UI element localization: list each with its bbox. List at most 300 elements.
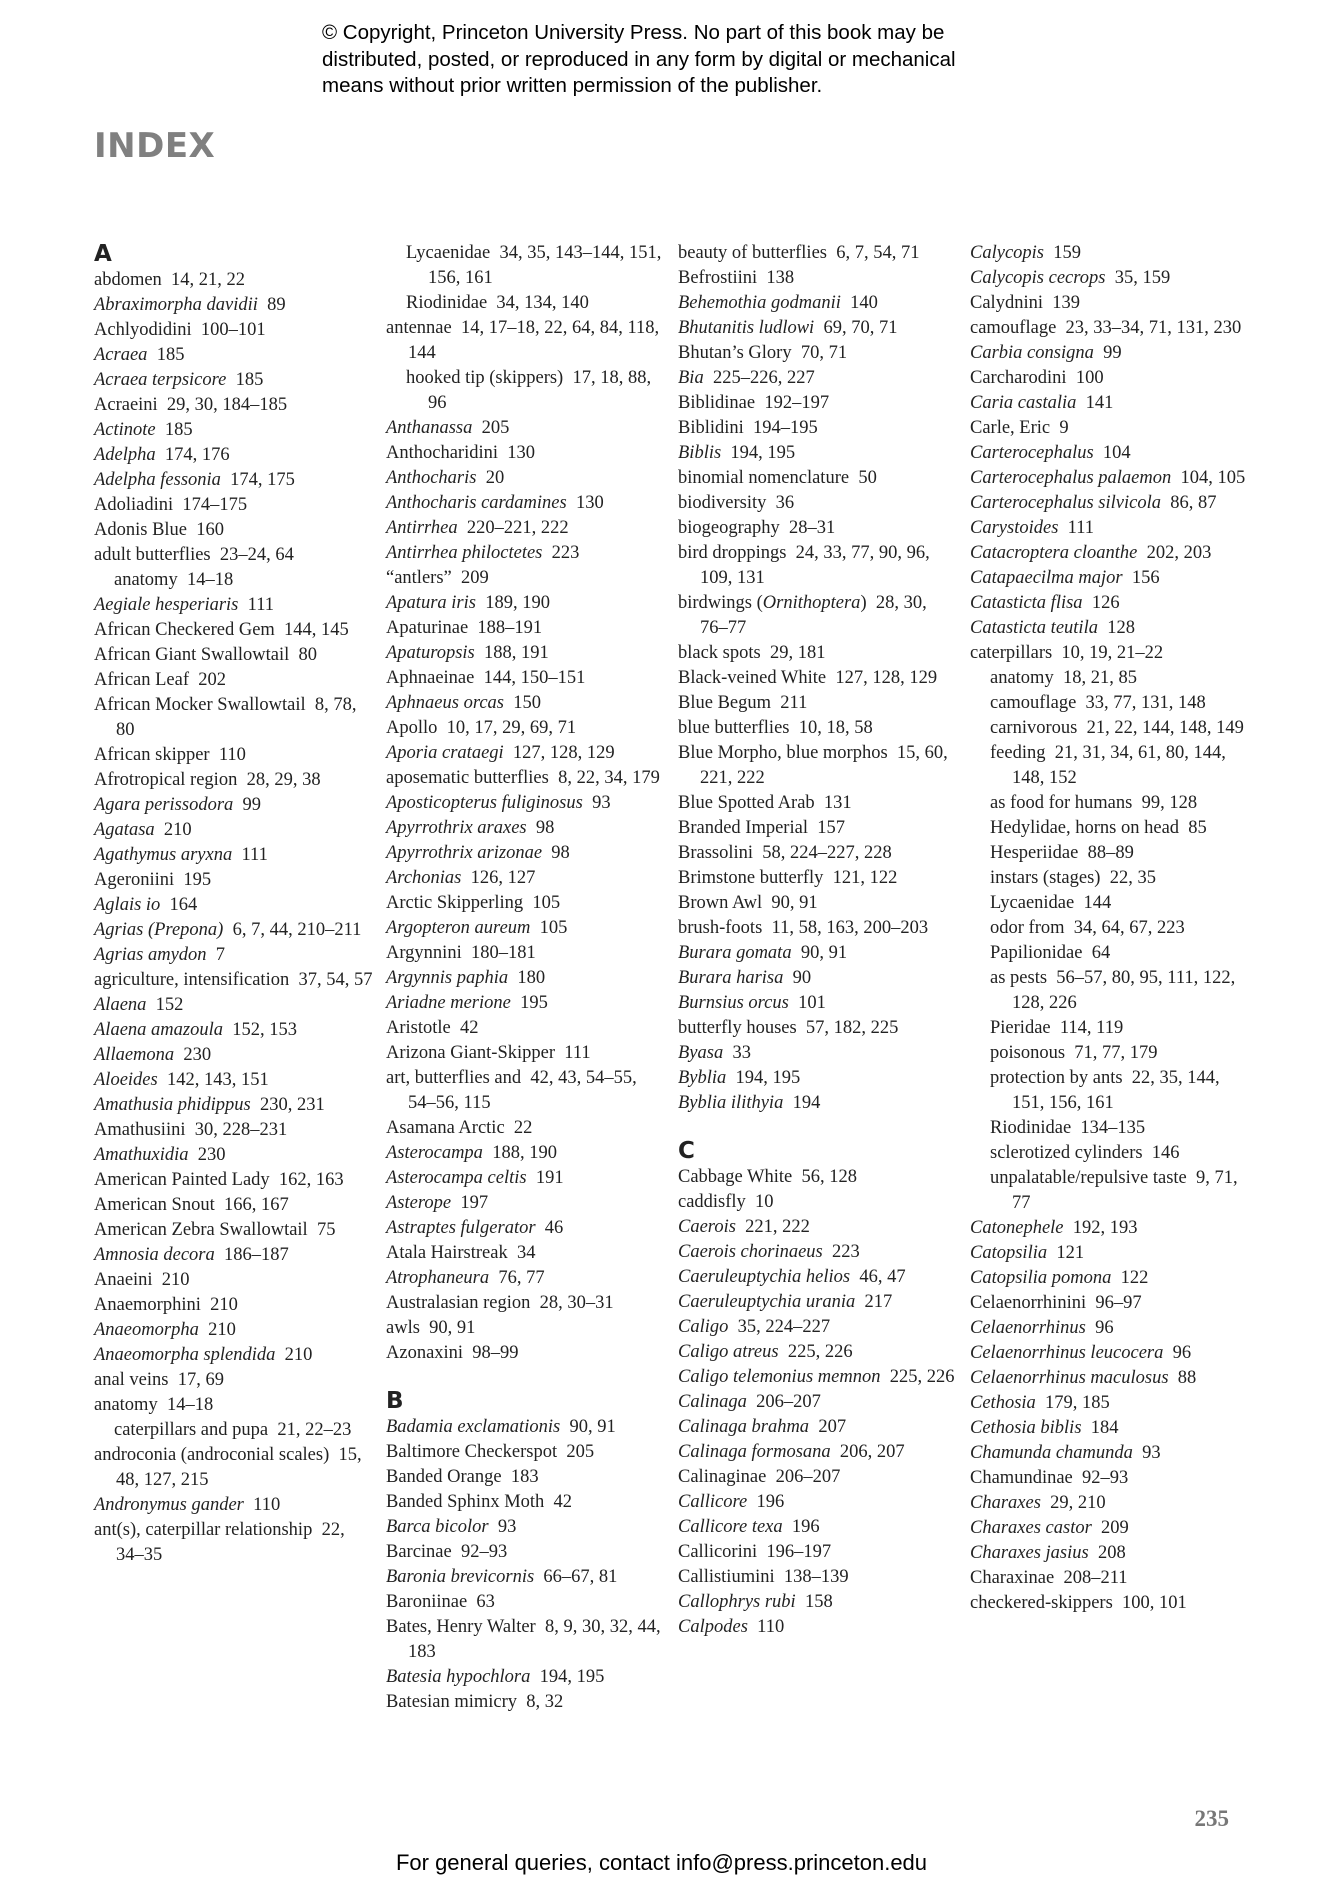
index-column-4 [970, 241, 1250, 1616]
index-entry [678, 716, 958, 741]
entry-text: poisonous 71, 77, 179 [990, 1043, 1158, 1063]
entry-text: 210 [275, 1345, 313, 1365]
index-entry [678, 1565, 958, 1590]
index-entry [94, 768, 374, 793]
entry-text: 197 [451, 1193, 489, 1213]
index-entry [678, 666, 958, 691]
entry-text: Riodinidae 134–135 [990, 1118, 1146, 1138]
entry-italic-text: Acraea [94, 345, 148, 365]
entry-italic-text: Charaxes [970, 1493, 1041, 1513]
entry-text: Banded Sphinx Moth 42 [386, 1492, 573, 1512]
index-entry [386, 1540, 666, 1565]
index-subentry [970, 841, 1250, 866]
entry-text: odor from 34, 64, 67, 223 [990, 918, 1185, 938]
entry-italic-text: Bia [678, 368, 704, 388]
entry-text: Arctic Skipperling 105 [386, 893, 561, 913]
index-entry [386, 1590, 666, 1615]
index-entry [678, 441, 958, 466]
entry-text: Chamundinae 92–93 [970, 1468, 1129, 1488]
entry-text: antennae 14, 17–18, 22, 64, 84, 118, 144 [386, 318, 664, 363]
index-entry [94, 668, 374, 693]
index-entry [678, 1440, 958, 1465]
index-entry [386, 666, 666, 691]
index-entry [386, 1241, 666, 1266]
index-entry [94, 443, 374, 468]
entry-text: African Checkered Gem 144, 145 [94, 620, 349, 640]
index-entry [386, 1316, 666, 1341]
entry-text: 90, 91 [560, 1417, 616, 1437]
entry-text: 196 [747, 1492, 785, 1512]
index-entry [94, 418, 374, 443]
entry-text: 225, 226 [880, 1367, 955, 1387]
index-entry [386, 566, 666, 591]
index-entry [678, 1240, 958, 1265]
index-entry [386, 616, 666, 641]
entry-italic-text: Alaena amazoula [94, 1020, 223, 1040]
index-entry [386, 791, 666, 816]
entry-text: 88 [1168, 1368, 1197, 1388]
index-entry [386, 1341, 666, 1366]
index-entry [678, 1265, 958, 1290]
entry-text: 6, 7, 44, 210–211 [223, 920, 362, 940]
entry-text: protection by ants 22, 35, 144, 151, 156, 161 [990, 1068, 1225, 1113]
entry-italic-text: Actinote [94, 420, 156, 440]
entry-italic-text: Burara harisa [678, 968, 784, 988]
entry-italic-text: Charaxes castor [970, 1518, 1092, 1538]
entry-text: Branded Imperial 157 [678, 818, 845, 838]
index-entry [970, 491, 1250, 516]
entry-italic-text: Anaeomorpha splendida [94, 1345, 276, 1365]
entry-italic-text: Carterocephalus palaemon [970, 468, 1172, 488]
entry-text: 98 [526, 818, 555, 838]
index-entry [94, 1118, 374, 1143]
entry-text: Acraeini 29, 30, 184–185 [94, 395, 288, 415]
entry-text: 46 [535, 1218, 564, 1238]
entry-text: Lycaenidae 34, 35, 143–144, 151, 156, 161 [406, 243, 666, 288]
entry-text: 188, 190 [482, 1143, 557, 1163]
entry-text: 208 [1088, 1543, 1126, 1563]
index-entry [970, 316, 1250, 341]
entry-italic-text: Byblia ilithyia [678, 1093, 784, 1113]
index-entry [678, 1091, 958, 1116]
index-subentry [386, 366, 666, 416]
index-entry [386, 841, 666, 866]
index-entry [678, 1041, 958, 1066]
entry-italic-text: Aloeides [94, 1070, 158, 1090]
index-entry [94, 1493, 374, 1518]
index-entry [970, 466, 1250, 491]
entry-italic-text: Carterocephalus [970, 443, 1094, 463]
index-entry [970, 641, 1250, 666]
entry-text: 122 [1111, 1268, 1149, 1288]
entry-text: 130 [566, 493, 604, 513]
index-entry [678, 1290, 958, 1315]
index-entry [970, 616, 1250, 641]
entry-text: 142, 143, 151 [157, 1070, 269, 1090]
entry-italic-text: Chamunda chamunda [970, 1443, 1133, 1463]
entry-italic-text: Acraea terpsicore [94, 370, 227, 390]
entry-italic-text: Anthanassa [386, 418, 473, 438]
entry-text: 152, 153 [222, 1020, 297, 1040]
index-entry [94, 493, 374, 518]
entry-italic-text: Callicore [678, 1492, 748, 1512]
entry-text: American Snout 166, 167 [94, 1195, 289, 1215]
index-entry [678, 1340, 958, 1365]
entry-text: 185 [155, 420, 193, 440]
index-entry [94, 543, 374, 568]
entry-text: agriculture, intensification 37, 54, 57 [94, 970, 373, 990]
entry-italic-text: Catonephele [970, 1218, 1064, 1238]
index-subentry [386, 241, 666, 291]
entry-text: “antlers” 209 [386, 568, 489, 588]
entry-italic-text: Argopteron aureum [386, 918, 531, 938]
entry-text: 230 [188, 1145, 226, 1165]
entry-text: 220–221, 222 [457, 518, 569, 538]
index-entry [386, 1116, 666, 1141]
entry-text: Blue Morpho, blue morphos 15, 60, 221, 222 [678, 743, 953, 788]
entry-text: 33 [723, 1043, 751, 1063]
index-entry [386, 491, 666, 516]
entry-italic-text: Adelpha [94, 445, 156, 465]
entry-text: 185 [147, 345, 185, 365]
entry-text: feeding 21, 31, 34, 61, 80, 144, 148, 152 [990, 743, 1231, 788]
index-entry [678, 1066, 958, 1091]
index-entry [970, 1216, 1250, 1241]
entry-text: camouflage 33, 77, 131, 148 [990, 693, 1206, 713]
entry-italic-text: Anaeomorpha [94, 1320, 199, 1340]
index-entry [386, 1490, 666, 1515]
entry-text: 93 [1132, 1443, 1161, 1463]
entry-text: 194 [783, 1093, 821, 1113]
index-entry [678, 1515, 958, 1540]
index-subentry [970, 966, 1250, 1016]
entry-text: Atala Hairstreak 34 [386, 1243, 536, 1263]
entry-text: 152 [146, 995, 184, 1015]
entry-text: African skipper 110 [94, 745, 246, 765]
entry-text: androconia (androconial scales) 15, 48, 127, 215 [94, 1445, 367, 1490]
index-entry [970, 516, 1250, 541]
entry-text: Baltimore Checkerspot 205 [386, 1442, 595, 1462]
index-entry [970, 1466, 1250, 1491]
entry-italic-text: Carbia consigna [970, 343, 1094, 363]
entry-text: 225–226, 227 [703, 368, 815, 388]
entry-text: aposematic butterflies 8, 22, 34, 179 [386, 768, 660, 788]
entry-text: awls 90, 91 [386, 1318, 476, 1338]
index-column-1 [94, 241, 374, 1568]
index-entry [386, 1266, 666, 1291]
index-subentry [970, 691, 1250, 716]
entry-text: Calydnini 139 [970, 293, 1080, 313]
entry-italic-text: Catopsilia [970, 1243, 1048, 1263]
index-entry [970, 241, 1250, 266]
entry-text: 223 [542, 543, 580, 563]
entry-text: 179, 185 [1035, 1393, 1110, 1413]
index-entry [678, 1465, 958, 1490]
entry-text: birdwings ( [678, 593, 763, 613]
entry-text: 194, 195 [726, 1068, 801, 1088]
entry-italic-text: Behemothia godmanii [678, 293, 841, 313]
index-entry [386, 1016, 666, 1041]
entry-italic-text: Badamia exclamationis [386, 1417, 561, 1437]
index-entry [678, 1365, 958, 1390]
entry-text: Lycaenidae 144 [990, 893, 1112, 913]
entry-text: 96 [1085, 1318, 1114, 1338]
entry-text: Aphnaeinae 144, 150–151 [386, 668, 586, 688]
entry-text: Argynnini 180–181 [386, 943, 536, 963]
index-subentry [970, 1116, 1250, 1141]
index-subentry [970, 741, 1250, 791]
entry-text: Calinaginae 206–207 [678, 1467, 841, 1487]
index-entry [94, 1068, 374, 1093]
entry-text: anatomy 14–18 [114, 570, 234, 590]
entry-text: Papilionidae 64 [990, 943, 1111, 963]
entry-italic-text: Ariadne merione [386, 993, 511, 1013]
entry-italic-text: Charaxes jasius [970, 1543, 1089, 1563]
entry-text: Anaeini 210 [94, 1270, 190, 1290]
entry-text: Banded Orange 183 [386, 1467, 539, 1487]
entry-text: 105 [530, 918, 568, 938]
entry-italic-text: Agara perissodora [94, 795, 234, 815]
entry-italic-text: Aporia crataegi [386, 743, 504, 763]
entry-text: beauty of butterflies 6, 7, 54, 71 [678, 243, 920, 263]
index-entry [678, 691, 958, 716]
entry-text: Adonis Blue 160 [94, 520, 225, 540]
entry-text: 35, 224–227 [728, 1317, 831, 1337]
entry-text: art, butterflies and 42, 43, 54–55, 54–56, 115 [386, 1068, 642, 1113]
entry-text: Carle, Eric 9 [970, 418, 1069, 438]
entry-text: 121 [1047, 1243, 1085, 1263]
entry-italic-text: Anthocharis cardamines [386, 493, 567, 513]
entry-text: 205 [472, 418, 510, 438]
index-entry [386, 941, 666, 966]
index-entry [386, 466, 666, 491]
index-entry [94, 1318, 374, 1343]
index-entry [386, 691, 666, 716]
index-entry [94, 1518, 374, 1568]
entry-text: 128 [1097, 618, 1135, 638]
entry-text: 46, 47 [850, 1267, 906, 1287]
entry-text: Celaenorrhinini 96–97 [970, 1293, 1142, 1313]
index-subentry [970, 1066, 1250, 1116]
entry-italic-text: Calycopis cecrops [970, 268, 1106, 288]
index-entry [94, 818, 374, 843]
entry-text: 206, 207 [830, 1442, 905, 1462]
entry-text: 194, 195 [530, 1667, 605, 1687]
entry-text: brush-foots 11, 58, 163, 200–203 [678, 918, 929, 938]
entry-text: 101 [788, 993, 826, 1013]
index-entry [970, 366, 1250, 391]
index-entry [386, 416, 666, 441]
index-entry [678, 991, 958, 1016]
entry-text: Afrotropical region 28, 29, 38 [94, 770, 321, 790]
entry-text: 174, 175 [220, 470, 295, 490]
index-entry [94, 368, 374, 393]
index-entry [386, 1066, 666, 1116]
index-entry [386, 1216, 666, 1241]
entry-text: 99 [1093, 343, 1122, 363]
entry-text: 66–67, 81 [534, 1567, 618, 1587]
index-entry [678, 1315, 958, 1340]
index-entry [970, 341, 1250, 366]
index-entry [386, 441, 666, 466]
index-entry [94, 1343, 374, 1368]
entry-italic-text: Agrias (Prepona) [94, 920, 224, 940]
entry-text: biogeography 28–31 [678, 518, 836, 538]
entry-italic-text: Caligo atreus [678, 1342, 779, 1362]
entry-italic-text: Burara gomata [678, 943, 792, 963]
entry-text: 156 [1122, 568, 1160, 588]
entry-text: 207 [809, 1417, 847, 1437]
index-entry [678, 1415, 958, 1440]
entry-text: butterfly houses 57, 182, 225 [678, 1018, 899, 1038]
entry-text: as food for humans 99, 128 [990, 793, 1198, 813]
entry-text: 210 [198, 1320, 236, 1340]
index-entry [678, 1016, 958, 1041]
entry-text: sclerotized cylinders 146 [990, 1143, 1180, 1163]
entry-text: 126, 127 [461, 868, 536, 888]
index-entry [678, 416, 958, 441]
entry-text: Brown Awl 90, 91 [678, 893, 818, 913]
entry-text: Blue Spotted Arab 131 [678, 793, 852, 813]
index-entry [678, 541, 958, 591]
index-entry [970, 1391, 1250, 1416]
entry-italic-text: Antirrhea [386, 518, 458, 538]
entry-italic-text: Argynnis paphia [386, 968, 509, 988]
entry-italic-text: Bhutanitis ludlowi [678, 318, 815, 338]
entry-italic-text: Barca bicolor [386, 1517, 489, 1537]
index-entry [970, 1416, 1250, 1441]
entry-italic-text: Caerois [678, 1217, 736, 1237]
entry-italic-text: Alaena [94, 995, 147, 1015]
index-entry [970, 541, 1250, 566]
entry-italic-text: Archonias [386, 868, 462, 888]
index-entry [386, 516, 666, 541]
entry-italic-text: Celaenorrhinus [970, 1318, 1086, 1338]
entry-italic-text: Caeruleuptychia urania [678, 1292, 856, 1312]
entry-text: Hesperiidae 88–89 [990, 843, 1134, 863]
index-entry [94, 1218, 374, 1243]
index-entry [94, 1243, 374, 1268]
index-entry [386, 1191, 666, 1216]
entry-italic-text: Agrias amydon [94, 945, 207, 965]
index-subentry [970, 666, 1250, 691]
index-entry [970, 1316, 1250, 1341]
index-entry [386, 1291, 666, 1316]
entry-italic-text: Carystoides [970, 518, 1059, 538]
entry-text: 186–187 [214, 1245, 289, 1265]
index-entry [386, 1565, 666, 1590]
entry-text: Achlyodidini 100–101 [94, 320, 266, 340]
index-entry [970, 441, 1250, 466]
entry-text: 110 [243, 1495, 281, 1515]
copyright-line: © Copyright, Princeton University Press. No part of this book may be [322, 21, 945, 44]
page-title: INDEX [94, 126, 216, 166]
index-column-3 [678, 241, 958, 1640]
entry-text: Anaemorphini 210 [94, 1295, 238, 1315]
entry-text: Batesian mimicry 8, 32 [386, 1692, 564, 1712]
index-entry [94, 1443, 374, 1493]
entry-text: Bhutan’s Glory 70, 71 [678, 343, 848, 363]
index-entry [386, 541, 666, 566]
index-entry [678, 291, 958, 316]
index-entry [678, 1490, 958, 1515]
index-subentry [970, 891, 1250, 916]
entry-italic-text: Cethosia biblis [970, 1418, 1082, 1438]
entry-text: 223 [822, 1242, 860, 1262]
entry-text: Amathusiini 30, 228–231 [94, 1120, 288, 1140]
index-entry [970, 1541, 1250, 1566]
entry-text: 221, 222 [735, 1217, 810, 1237]
index-entry [94, 618, 374, 643]
index-entry [386, 1665, 666, 1690]
index-entry [94, 343, 374, 368]
entry-text: Brimstone butterfly 121, 122 [678, 868, 898, 888]
index-entry [94, 468, 374, 493]
entry-text: 150 [504, 693, 542, 713]
index-entry [678, 1540, 958, 1565]
index-entry [94, 1268, 374, 1293]
entry-italic-text: Caerois chorinaeus [678, 1242, 823, 1262]
copyright-line: means without prior written permission of the publisher. [322, 74, 823, 97]
entry-text: Adoliadini 174–175 [94, 495, 248, 515]
entry-text: Hedylidae, horns on head 85 [990, 818, 1207, 838]
index-entry [678, 1190, 958, 1215]
entry-italic-text: Calycopis [970, 243, 1044, 263]
index-entry [970, 1291, 1250, 1316]
entry-text: Baroniinae 63 [386, 1592, 495, 1612]
index-entry [94, 868, 374, 893]
entry-text: unpalatable/repulsive taste 9, 71, 77 [990, 1168, 1243, 1213]
index-entry [678, 316, 958, 341]
entry-italic-text: Celaenorrhinus maculosus [970, 1368, 1169, 1388]
index-subentry [970, 1141, 1250, 1166]
entry-text: 111 [1058, 518, 1095, 538]
entry-text: 185 [226, 370, 264, 390]
entry-text: 202, 203 [1137, 543, 1212, 563]
entry-text: African Mocker Swallowtail 8, 78, 80 [94, 695, 362, 740]
index-entry [386, 1465, 666, 1490]
entry-text: 86, 87 [1160, 493, 1217, 513]
entry-italic-text: Amathuxidia [94, 1145, 189, 1165]
entry-text: Cabbage White 56, 128 [678, 1167, 857, 1187]
entry-text: Apaturinae 188–191 [386, 618, 543, 638]
index-subentry [970, 916, 1250, 941]
index-entry [678, 1615, 958, 1640]
entry-text: Riodinidae 34, 134, 140 [406, 293, 589, 313]
entry-text: African Leaf 202 [94, 670, 227, 690]
index-entry [678, 866, 958, 891]
index-entry [386, 966, 666, 991]
entry-text: 195 [510, 993, 548, 1013]
entry-text: anal veins 17, 69 [94, 1370, 224, 1390]
index-entry [386, 1615, 666, 1665]
index-entry [678, 916, 958, 941]
index-entry [386, 1166, 666, 1191]
index-entry [970, 291, 1250, 316]
index-entry [386, 816, 666, 841]
entry-text: bird droppings 24, 33, 77, 90, 96, 109, 131 [678, 543, 935, 588]
entry-italic-text: Burnsius orcus [678, 993, 789, 1013]
index-entry [970, 1241, 1250, 1266]
entry-text: 230 [174, 1045, 212, 1065]
index-entry [94, 318, 374, 343]
entry-text: 210 [154, 820, 192, 840]
entry-italic-text: Calinaga brahma [678, 1417, 810, 1437]
entry-italic-text: Aphnaeus orcas [386, 693, 505, 713]
index-entry [386, 716, 666, 741]
entry-text: 192, 193 [1063, 1218, 1138, 1238]
index-entry [94, 518, 374, 543]
